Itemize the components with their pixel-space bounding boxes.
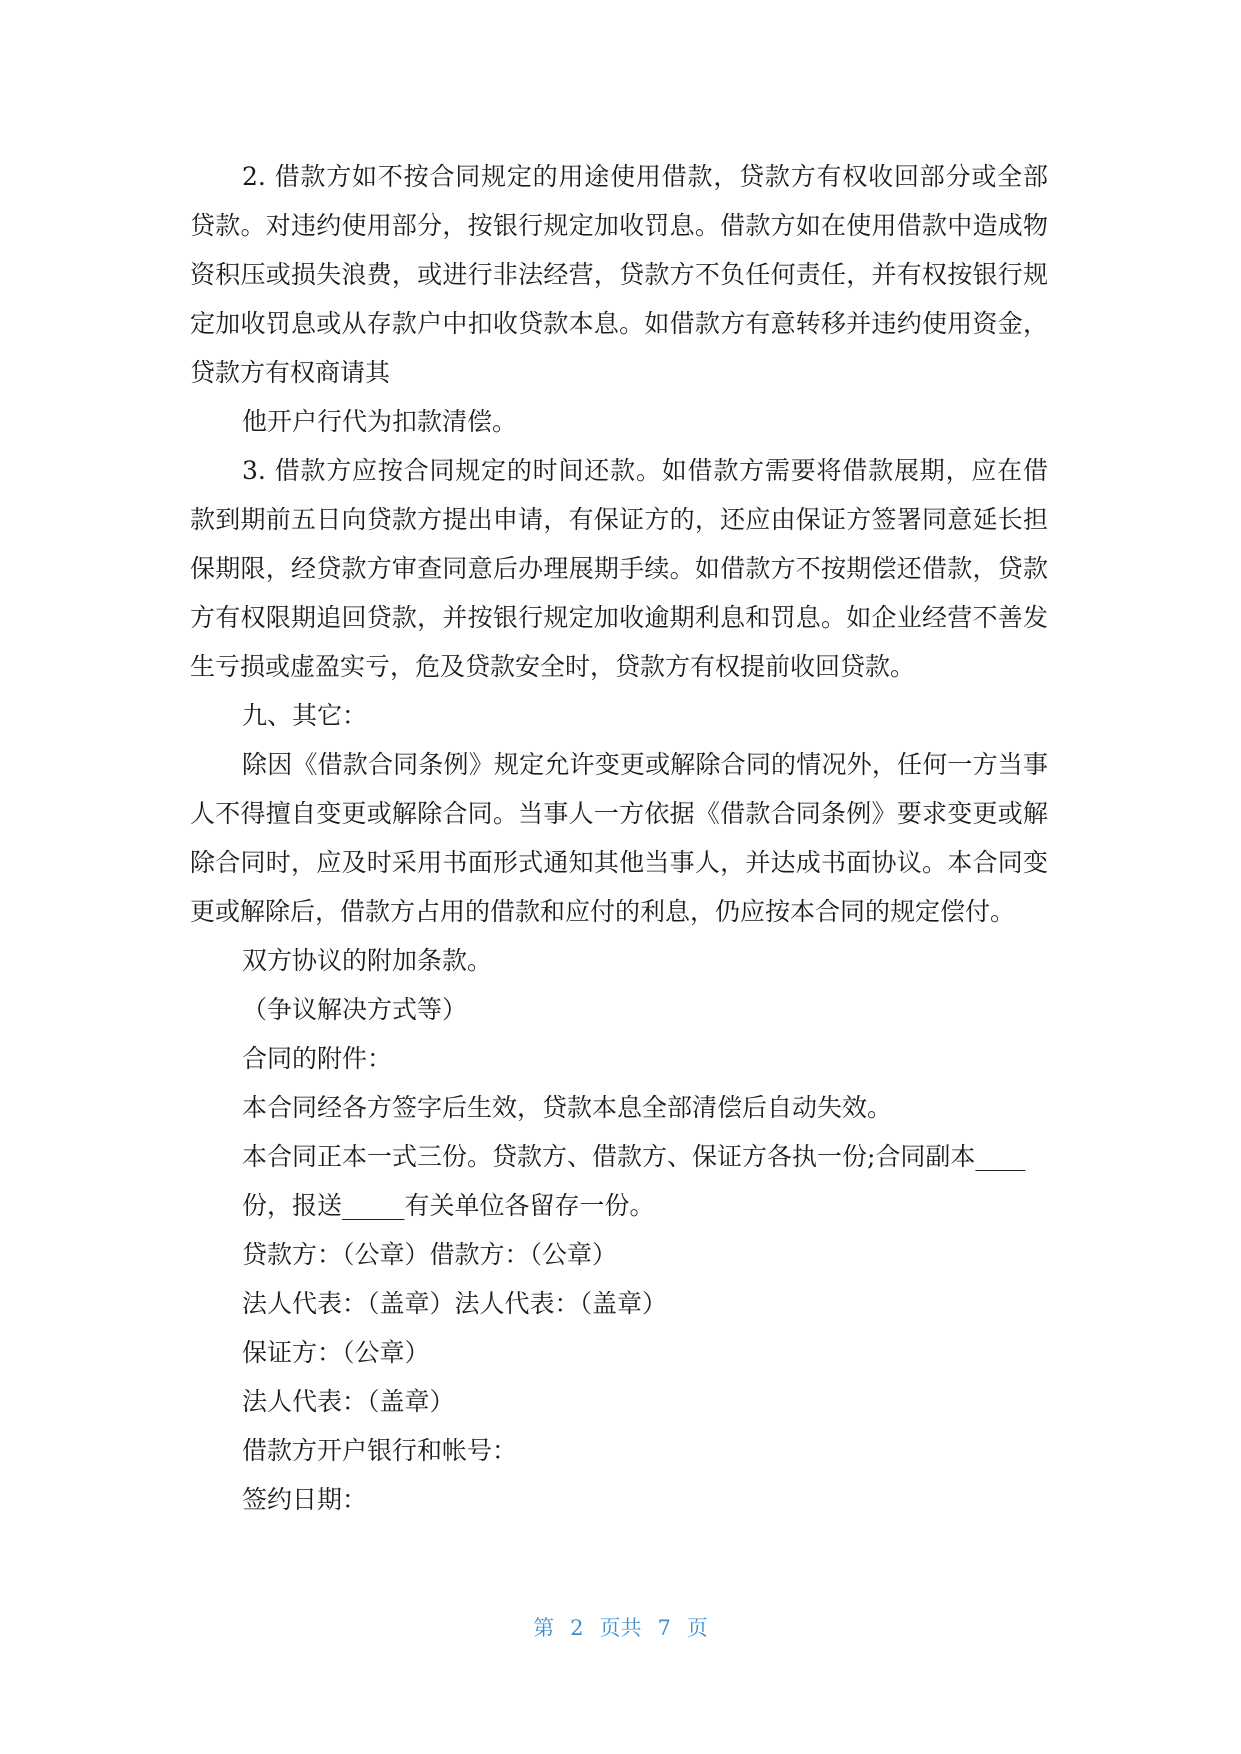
- signing-date-line: 签约日期：: [242, 1485, 368, 1514]
- paragraph-clause-2: 2. 借款方如不按合同规定的用途使用借款，贷款方有权收回部分或全部贷款。对违约使用部分，按银行规定加收罚息。借款方如在使用借款中造成物资积压或损失浪费，或进行非法经营，贷款方不负任何责任，并有权按银行规定加收罚息或从存款户中扣收贷款本息。如借款方有意转移并违约使用资金，贷款方有权商请其: [190, 162, 1048, 387]
- paragraph-copies: 本合同正本一式三份。贷款方、借款方、保证方各执一份;合同副本____: [242, 1142, 1026, 1171]
- paragraph-dispute-resolution: （争议解决方式等）: [242, 995, 468, 1024]
- signature-guarantor-rep: 法人代表：（盖章）: [242, 1387, 455, 1416]
- paragraph-effective: 本合同经各方签字后生效，贷款本息全部清偿后自动失效。: [242, 1093, 893, 1122]
- paragraph-clause-2-cont: 他开户行代为扣款清偿。: [242, 407, 518, 436]
- paragraph-clause-3: 3. 借款方应按合同规定的时间还款。如借款方需要将借款展期，应在借款到期前五日向贷款方提出申请，有保证方的，还应由保证方签署同意延长担保期限，经贷款方审查同意后办理展期手续。如借款方不按期偿还借款，贷款方有权限期追回贷款，并按银行规定加收逾期利息和罚息。如企业经营不善发生亏损或虚盈实亏，危及贷款安全时，贷款方有权提前收回贷款。: [190, 456, 1048, 681]
- footer-label-ye: 页: [686, 1616, 708, 1640]
- paragraph-copies-cont: 份，报送_____有关单位各留存一份。: [242, 1191, 655, 1220]
- footer-current-page: 2: [570, 1616, 584, 1640]
- footer-label-ye-gong: 页共: [599, 1616, 642, 1640]
- paragraph-additional-terms: 双方协议的附加条款。: [242, 946, 493, 975]
- page-footer: [0, 1612, 1241, 1642]
- paragraph-modification: 除因《借款合同条例》规定允许变更或解除合同的情况外，任何一方当事人不得擅自变更或解除合同。当事人一方依据《借款合同条例》要求变更或解除合同时，应及时采用书面形式通知其他当事人，并达成书面协议。本合同变更或解除后，借款方占用的借款和应付的利息，仍应按本合同的规定偿付。: [190, 750, 1048, 926]
- document-body: [190, 152, 1048, 1524]
- footer-total-pages: 7: [657, 1616, 671, 1640]
- signature-lender-borrower: 贷款方：（公章）借款方：（公章）: [242, 1240, 618, 1269]
- section-heading-other: 九、其它：: [242, 701, 368, 730]
- bank-account-line: 借款方开户银行和帐号：: [242, 1436, 518, 1465]
- signature-legal-reps: 法人代表：（盖章）法人代表：（盖章）: [242, 1289, 668, 1318]
- footer-label-di: 第: [533, 1616, 555, 1640]
- signature-guarantor: 保证方：（公章）: [242, 1338, 430, 1367]
- paragraph-attachments: 合同的附件：: [242, 1044, 393, 1073]
